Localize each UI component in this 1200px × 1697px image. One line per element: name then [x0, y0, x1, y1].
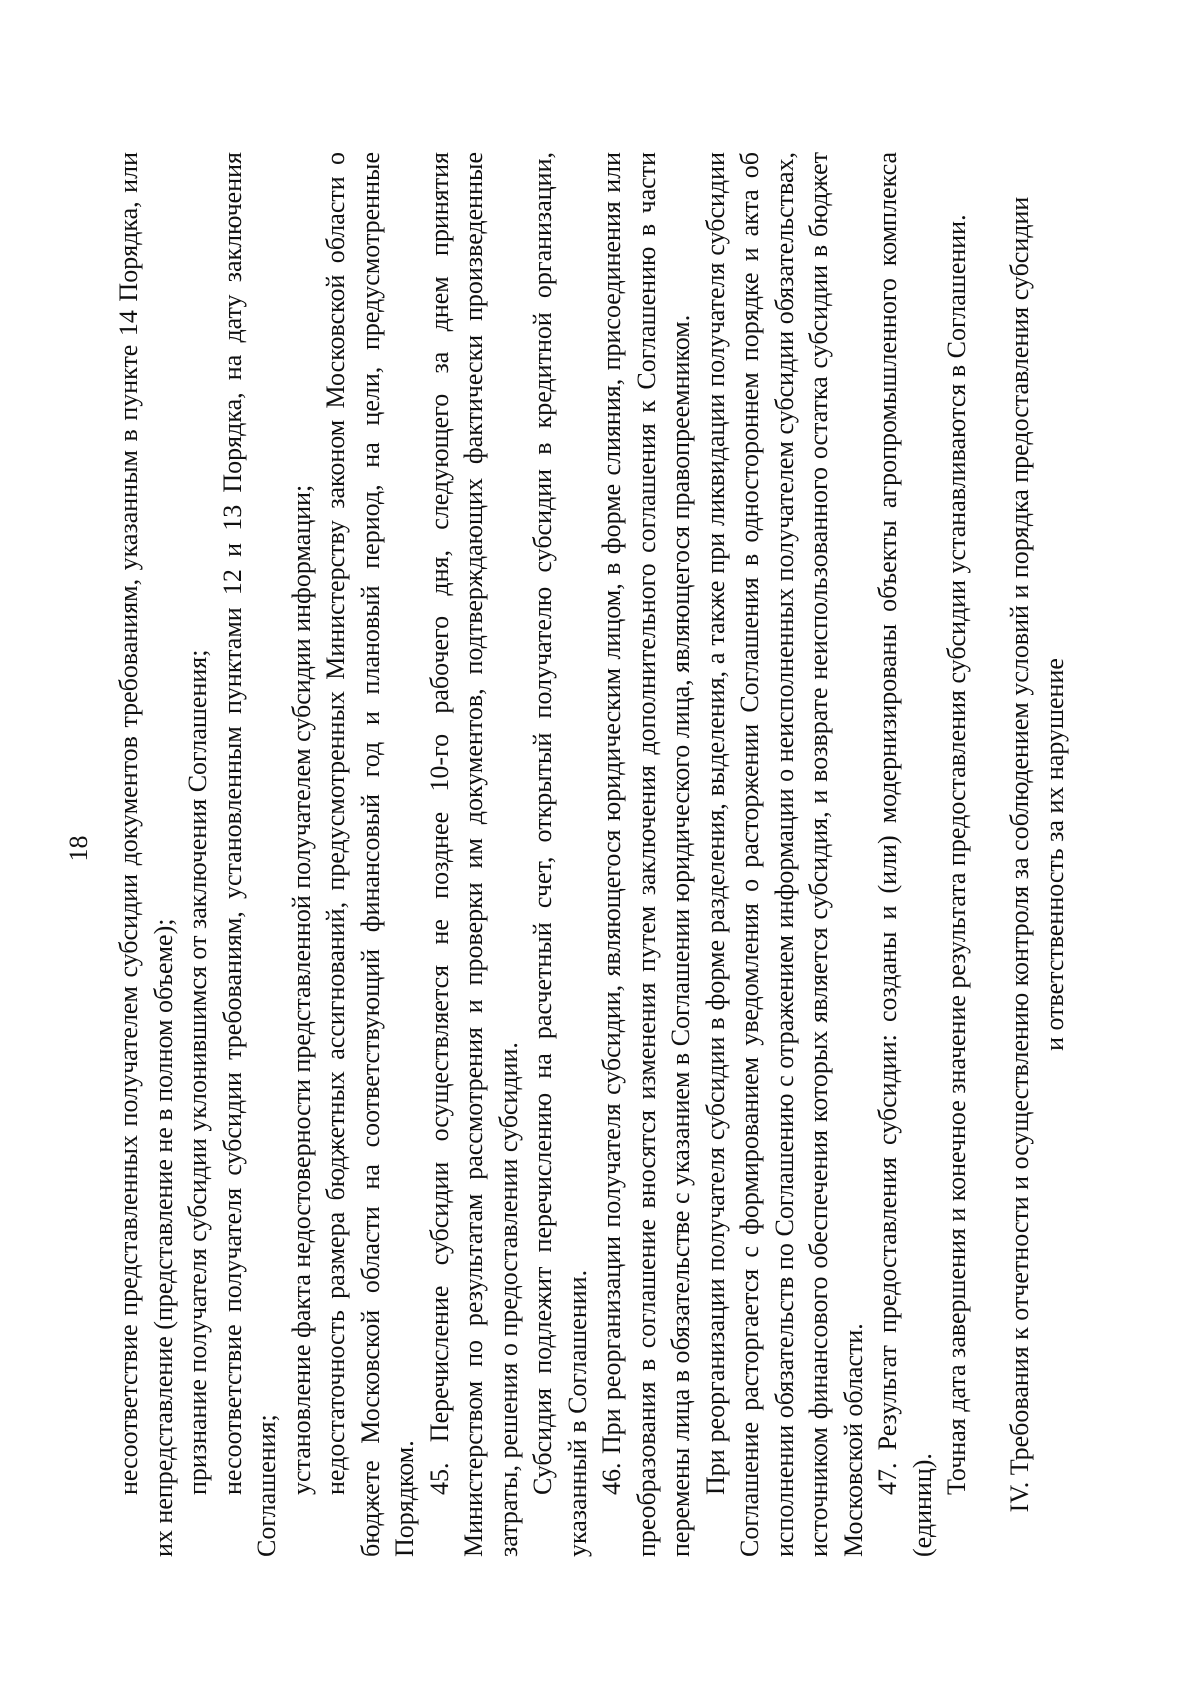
section-heading — [1003, 152, 1072, 1557]
paragraph-false-information: установление факта недостоверности представленной получателем субсидии информации; — [286, 484, 316, 1495]
paragraph-47: 47. Результат предоставления субсидии: созданы и (или) модернизированы объекты агропромышленного комплекса (единиц). — [873, 152, 937, 1557]
paragraph-reorganization: При реорганизации получателя субсидии в форме разделения, выделения, а также при ликвидации получателя субсидии Соглашение расторгается с формированием уведомления о расторжении Соглашения в одностороннем порядке и акта об исполнении обязательств по Соглашению с отражением информации о неисполненных получателем субсидии обязательствах, источником финансового обеспечения которых является субсидия, и возврате неиспользованного остатка субсидии в бюджет Московской области. — [700, 152, 868, 1557]
paragraph-46: 46. При реорганизации получателя субсидии, являющегося юридическим лицом, в форме слияния, присоединения или преобразования в соглашение вносятся изменения путем заключения дополнительного соглашения к Соглашению в части перемены лица в обязательстве с указанием в Соглашении юридического лица, являющегося правопреемником. — [597, 152, 695, 1557]
paragraph-insufficient-budget: недостаточность размера бюджетных ассигнований, предусмотренных Министерству законом Московской области о бюджете Московской области на соответствующий финансовый год и плановый период, на цели, предусмотренные Порядком. — [321, 152, 419, 1557]
section-heading-line-2: и ответственность за их нарушение — [1039, 658, 1069, 1051]
paragraph-text: несоответствие представленных получателем субсидии документов требованиям, указанным в пункте 14 Порядка, или их непредставление (представление не в полном объеме); — [114, 152, 178, 1557]
paragraph-45: 45. Перечисление субсидии осуществляется не позднее 10-го рабочего дня, следующего за днем принятия Министерством по результатам рассмотрения и проверки им документов, подтверждающих фактически произведенные затраты, решения о предоставлении субсидии. — [424, 152, 523, 1557]
paragraph-nonconformity-documents — [112, 152, 181, 1557]
paragraph-exact-date: Точная дата завершения и конечное значение результата предоставления субсидии устанавливаются в Соглашении. — [942, 214, 971, 1495]
page-number: 18 — [64, 835, 93, 862]
paragraph-settlement-account: Субсидия подлежит перечислению на расчетный счет, открытый получателю субсидии в кредитной организации, указанный в Соглашении. — [528, 152, 592, 1557]
body-text — [112, 152, 975, 1557]
section-heading-line-1: IV. Требования к отчетности и осуществлению контроля за соблюдением условий и порядка предоставления субсидии — [1005, 196, 1034, 1513]
paragraph-evasion: признание получателя субсидии уклонившимся от заключения Соглашения; — [183, 649, 212, 1495]
paragraph-nonconformity-requirements: несоответствие получателя субсидии требованиям, установленным пунктами 12 и 13 Порядка, на дату заключения Соглашения; — [217, 152, 281, 1557]
